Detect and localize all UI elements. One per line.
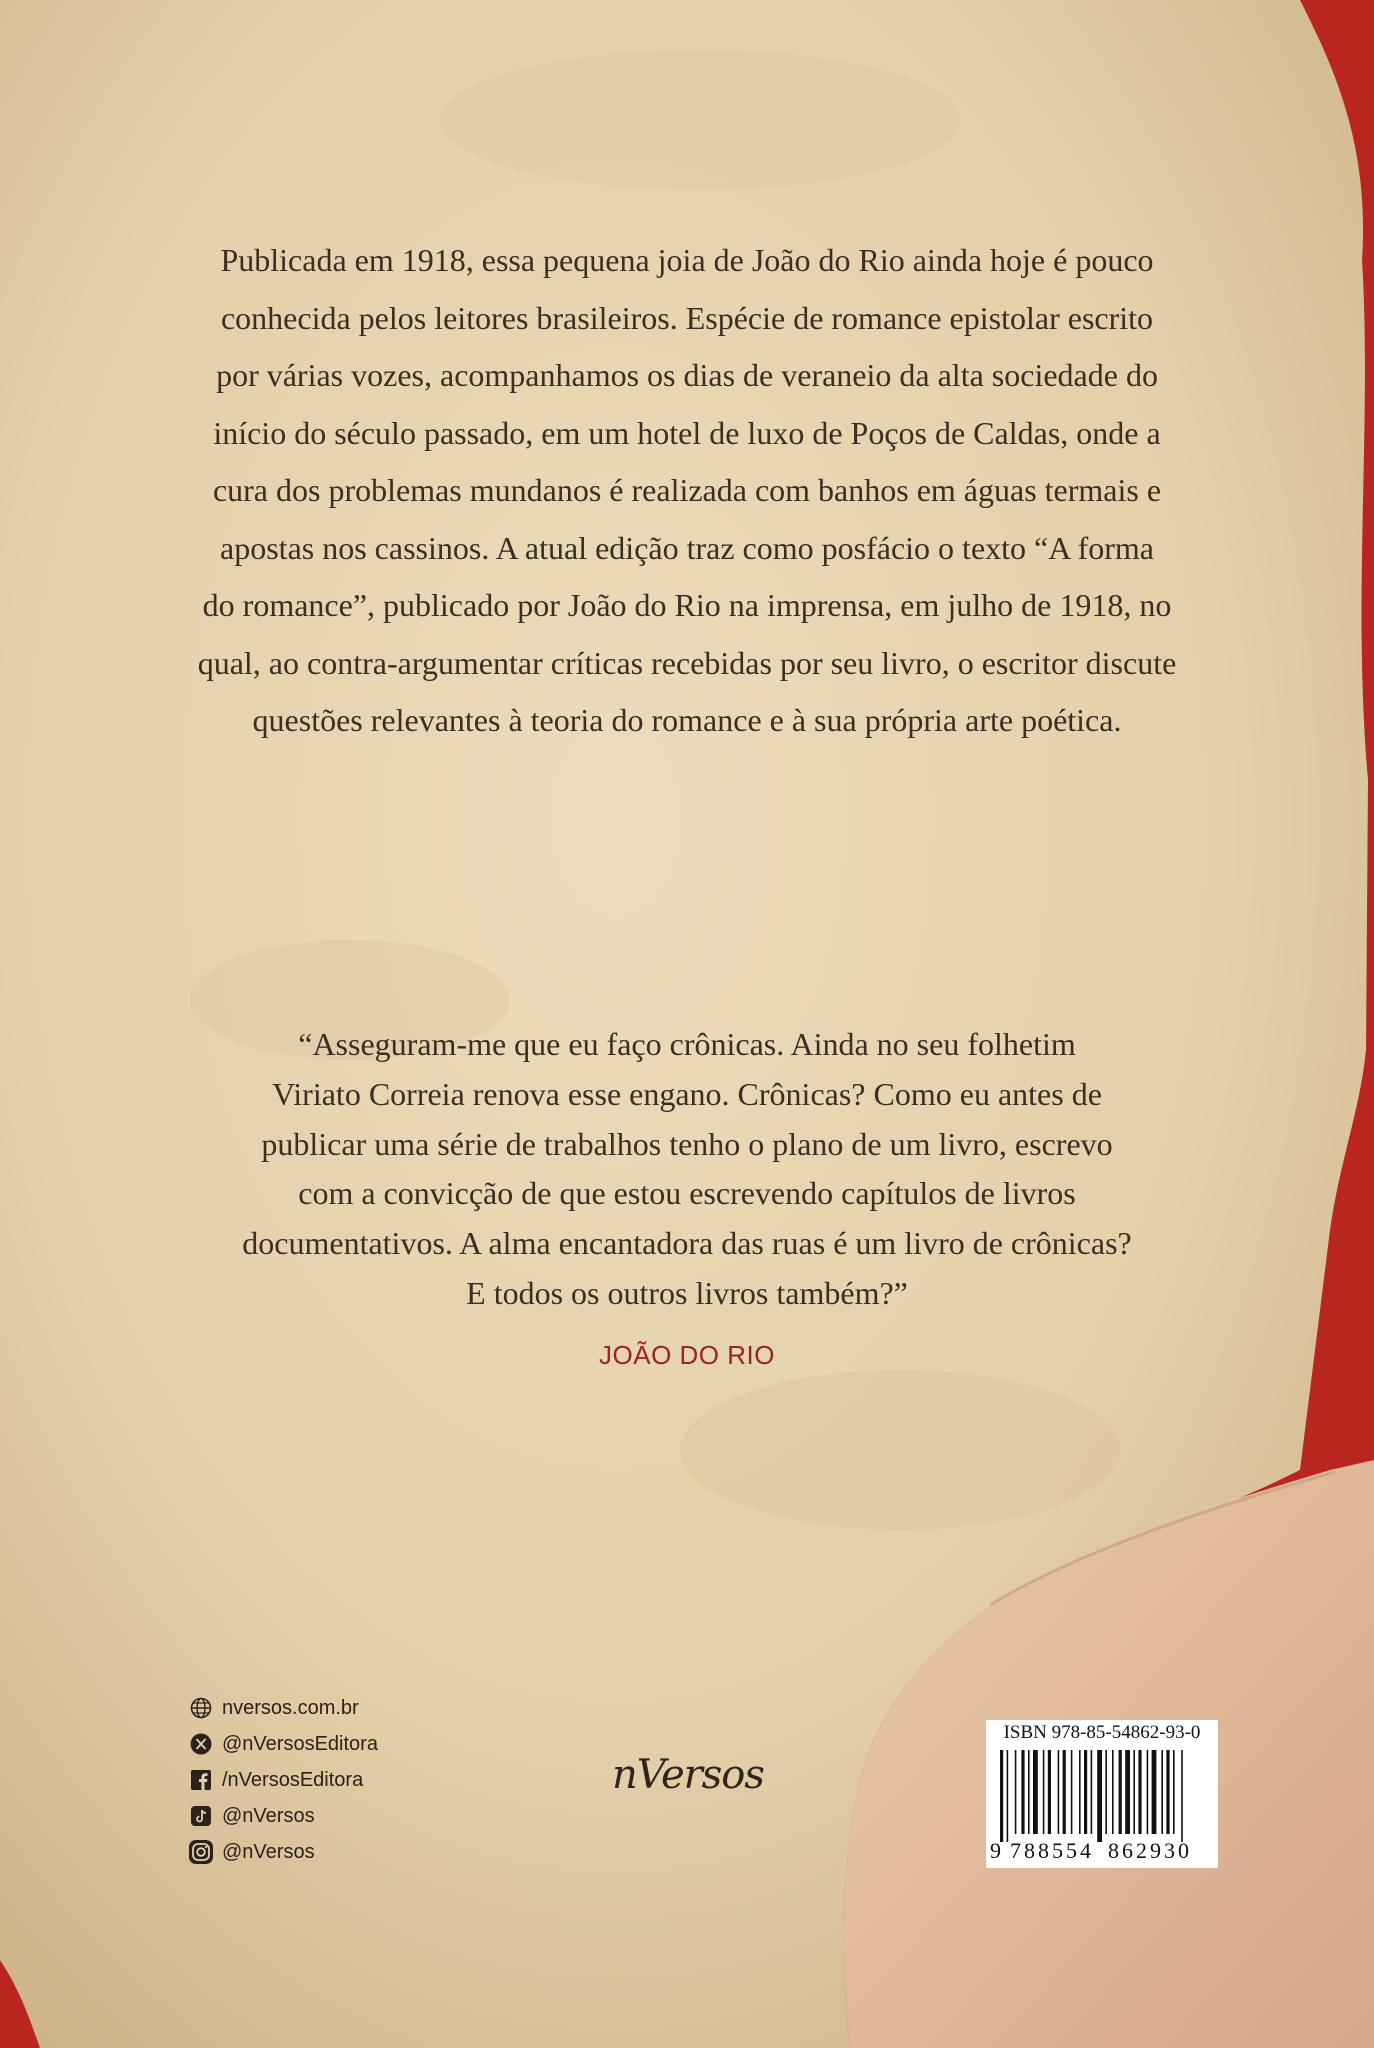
synopsis-line: por várias vozes, acompanhamos os dias de veraneio da alta sociedade do bbox=[216, 357, 1158, 393]
globe-icon bbox=[188, 1695, 214, 1721]
x-icon bbox=[188, 1731, 214, 1757]
barcode-bar bbox=[1071, 1750, 1073, 1834]
barcode-bar bbox=[1125, 1750, 1130, 1834]
synopsis-line: conhecida pelos leitores brasileiros. Espécie de romance epistolar escrito bbox=[220, 299, 1154, 336]
barcode-bar bbox=[1133, 1750, 1135, 1834]
synopsis-line: cura dos problemas mundanos é realizada com banhos em águas termais e bbox=[212, 472, 1162, 508]
barcode-bar bbox=[1084, 1750, 1087, 1834]
barcode-bar bbox=[1079, 1750, 1081, 1834]
social-facebook[interactable] bbox=[188, 1762, 378, 1798]
barcode-bar bbox=[1000, 1750, 1003, 1842]
barcode-bar bbox=[1112, 1750, 1114, 1834]
instagram-icon bbox=[188, 1839, 214, 1865]
barcode-bar bbox=[1048, 1750, 1051, 1834]
social-x[interactable] bbox=[188, 1726, 378, 1762]
quote-line: documentativos. A alma encantadora das ruas é um livro de crônicas? bbox=[242, 1225, 1132, 1262]
barcode-bar bbox=[1091, 1750, 1093, 1834]
isbn-number: ISBN 978-85-54862-93-0 bbox=[1003, 1722, 1201, 1743]
barcode-bar bbox=[1033, 1750, 1038, 1834]
quote-line: publicar uma série de trabalhos tenho o plano de um livro, escrevo bbox=[261, 1125, 1113, 1162]
facebook-icon bbox=[188, 1767, 214, 1793]
barcode-bar bbox=[1152, 1750, 1157, 1834]
publisher-logo: nVersos bbox=[612, 1752, 764, 1798]
author-quote bbox=[180, 1020, 1194, 1319]
barcode-bar bbox=[1147, 1750, 1149, 1834]
barcode-bar bbox=[1166, 1750, 1169, 1834]
quote-line: com a convicção de que estou escrevendo capítulos de livros bbox=[298, 1175, 1076, 1212]
synopsis-line: apostas nos cassinos. A atual edição traz como posfácio o texto “A forma bbox=[220, 529, 1154, 566]
barcode-bar bbox=[1028, 1750, 1030, 1834]
social-tiktok[interactable] bbox=[188, 1798, 378, 1834]
barcode-bar bbox=[1097, 1750, 1102, 1842]
synopsis-text bbox=[150, 232, 1224, 750]
barcode-bar bbox=[1181, 1750, 1183, 1842]
synopsis-line: início do século passado, em um hotel de luxo de Poços de Caldas, onde a bbox=[213, 414, 1161, 451]
synopsis-line: questões relevantes à teoria do romance e à sua própria arte poética. bbox=[252, 702, 1122, 738]
social-website[interactable] bbox=[188, 1690, 378, 1726]
social-label: nversos.com.br bbox=[222, 1696, 359, 1719]
barcode-bar bbox=[1007, 1750, 1009, 1842]
social-label: @nVersos bbox=[222, 1840, 315, 1863]
barcode-bar bbox=[1021, 1750, 1024, 1834]
tiktok-icon bbox=[188, 1803, 214, 1829]
quote-line: E todos os outros livros também?” bbox=[466, 1274, 908, 1311]
social-links bbox=[188, 1690, 378, 1870]
barcode-bar bbox=[1161, 1750, 1163, 1834]
isbn-barcode bbox=[986, 1720, 1218, 1868]
barcode-digit-group-right: 862930 bbox=[1108, 1838, 1192, 1863]
synopsis-line: do romance”, publicado por João do Rio na imprensa, em julho de 1918, no bbox=[202, 587, 1172, 623]
barcode-bar bbox=[1015, 1750, 1017, 1834]
synopsis-line: qual, ao contra-argumentar críticas recebidas por seu livro, o escritor discute bbox=[197, 644, 1177, 681]
social-label: @nVersos bbox=[222, 1804, 315, 1827]
barcode-bar bbox=[1063, 1750, 1066, 1834]
social-instagram[interactable] bbox=[188, 1834, 378, 1870]
barcode-bar bbox=[1119, 1750, 1122, 1834]
barcode-bar bbox=[1058, 1750, 1060, 1834]
synopsis-line: Publicada em 1918, essa pequena joia de João do Rio ainda hoje é pouco bbox=[220, 242, 1154, 278]
barcode-digit-group-left: 788554 bbox=[1010, 1838, 1094, 1863]
barcode-bar bbox=[1138, 1750, 1141, 1834]
barcode-bar bbox=[1043, 1750, 1045, 1834]
barcode-bar bbox=[1173, 1750, 1175, 1834]
quote-line: Viriato Correia renova esse engano. Crônicas? Como eu antes de bbox=[272, 1075, 1102, 1112]
quote-attribution: JOÃO DO RIO bbox=[599, 1340, 775, 1370]
social-label: /nVersosEditora bbox=[222, 1768, 364, 1791]
quote-line: “Asseguram-me que eu faço crônicas. Ainda no seu folhetim bbox=[298, 1026, 1076, 1062]
barcode-bar bbox=[1105, 1750, 1107, 1834]
social-label: @nVersosEditora bbox=[222, 1732, 378, 1755]
barcode-digit-first: 9 bbox=[990, 1838, 1001, 1863]
